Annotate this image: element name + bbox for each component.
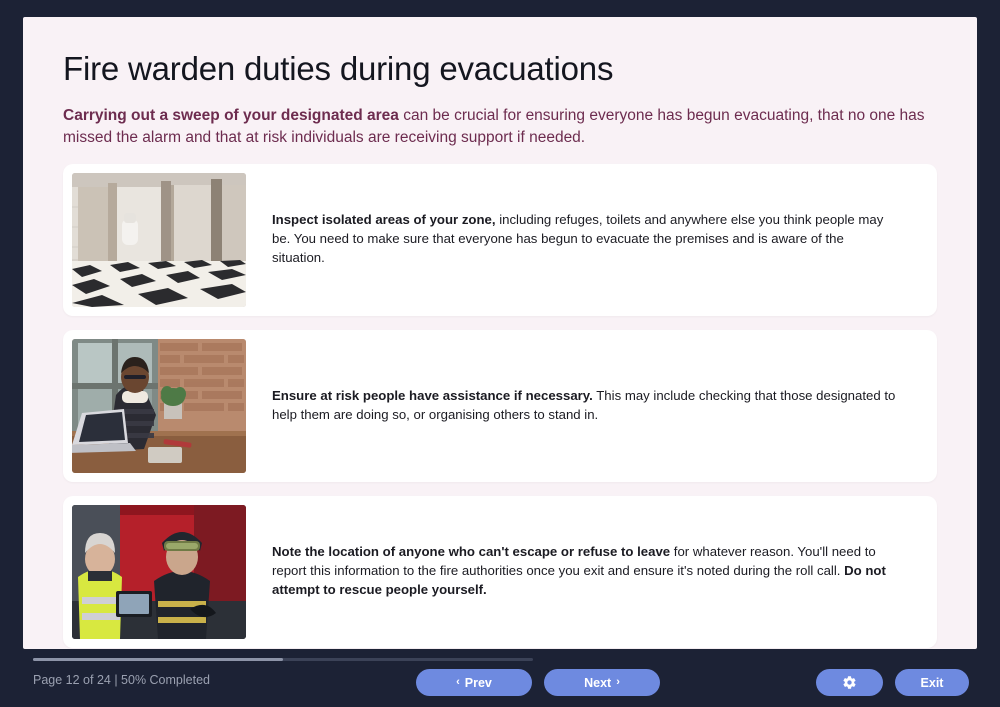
list-item [63,164,937,316]
card-body: for whatever reason. You'll need to report this information to the fire authorities once you exit and ensure it's noted during the roll call. [272,544,876,579]
player-footer [23,649,977,707]
card-body: This may include checking that those designated to help them are doing so, or organising others to stand in. [272,387,896,422]
exit-button-label: Exit [920,675,944,690]
duties-card-list [63,164,937,648]
navigation-buttons [416,669,660,696]
footer-right-buttons [816,669,969,696]
settings-button[interactable] [816,669,883,696]
card-lead: Note the location of anyone who can't escape or refuse to leave [272,544,671,560]
card-lead: Inspect isolated areas of your zone, [272,212,496,228]
subtitle-bold-lead: Carrying out a sweep of your designated area [63,106,399,124]
toilet-cubicles-photo [72,173,246,307]
page-title: Fire warden duties during evacuations [63,50,614,87]
gear-icon [842,675,857,690]
slide-content [23,17,977,649]
card-text [246,387,928,424]
prev-button[interactable] [416,669,532,696]
card-text [246,543,928,599]
exit-button[interactable] [895,669,969,696]
chevron-left-icon: ‹ [456,676,460,688]
slide-subtitle [63,105,937,150]
card-lead: Ensure at risk people have assistance if necessary. [272,387,593,403]
list-item [63,330,937,482]
next-button-label: Next [584,675,612,690]
chevron-right-icon: › [616,676,620,688]
list-item [63,496,937,648]
card-body: including refuges, toilets and anywhere else you think people may be. You need to make sure that everyone has begun to evacuate the premises and is aware of the situation. [272,212,884,265]
prev-button-label: Prev [464,675,492,690]
progress-bar-track [33,658,533,661]
subtitle-rest: can be crucial for ensuring everyone has begun evacuating, that no one has missed the alarm and that at risk individuals are receiving support if needed. [63,106,925,147]
firefighters-with-tablet-photo [72,505,246,639]
page-status-text: Page 12 of 24 | 50% Completed [33,673,210,687]
person-with-neck-brace-at-laptop-photo [72,339,246,473]
card-tail: Do not attempt to rescue people yourself. [272,563,886,597]
card-text [246,211,928,267]
progress-bar-fill [33,658,283,661]
next-button[interactable] [544,669,660,696]
